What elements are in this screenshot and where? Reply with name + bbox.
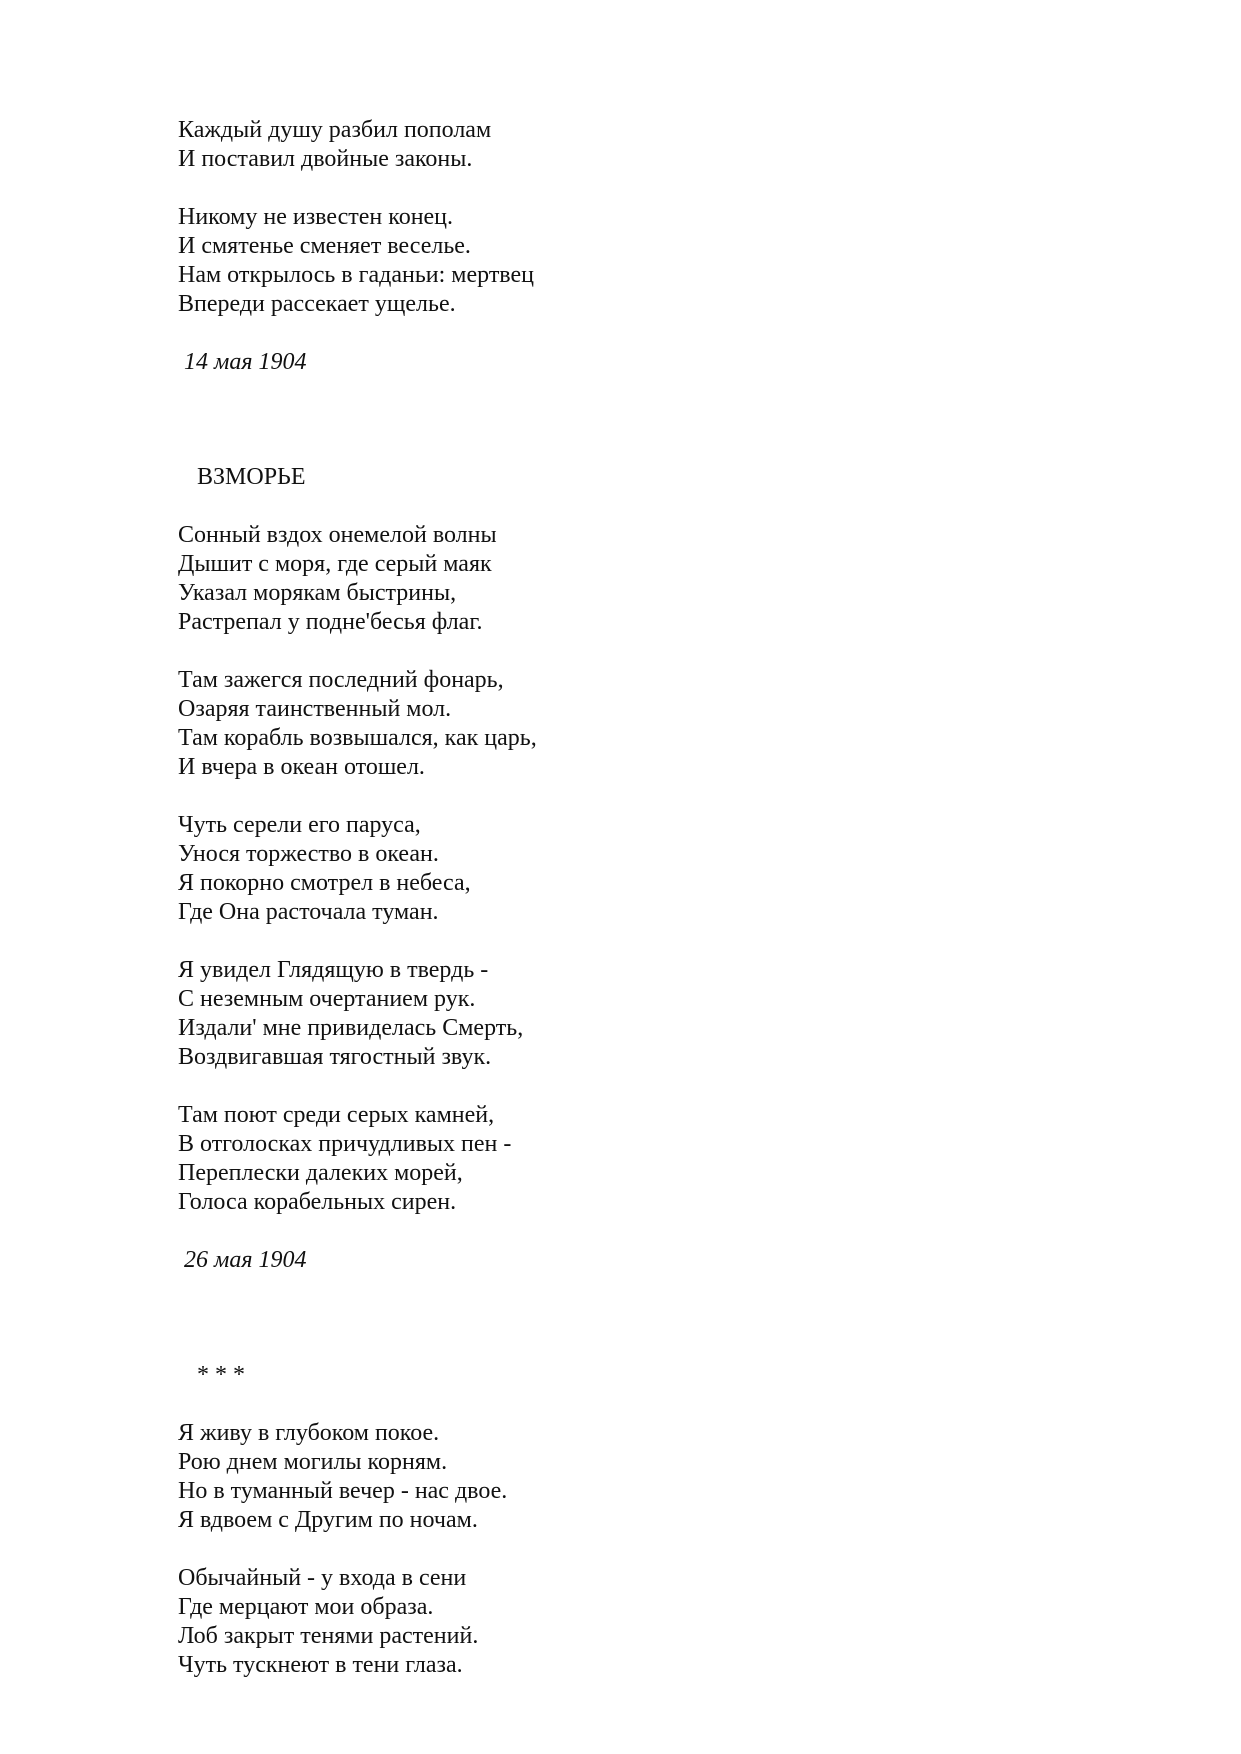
- stanza: [178, 956, 1078, 1072]
- poem-date: 26 мая 1904: [184, 1247, 307, 1273]
- verse-line: Там корабль возвышался, как царь,: [178, 725, 537, 751]
- stanza: [178, 666, 1078, 782]
- verse-line: Лоб закрыт тенями растений.: [178, 1623, 479, 1649]
- stanza: [178, 1419, 1078, 1535]
- verse-line: Каждый душу разбил пополам: [178, 117, 492, 143]
- verse-line: Нам открылось в гаданьи: мертвец: [178, 262, 534, 288]
- verse-line: Сонный вздох онемелой волны: [178, 522, 497, 548]
- spacer: [178, 377, 1078, 463]
- verse-line: Но в туманный вечер - нас двое.: [178, 1478, 508, 1504]
- poem-content: [178, 116, 1078, 1709]
- verse-line: И поставил двойные законы.: [178, 146, 473, 172]
- poem-date: 14 мая 1904: [184, 349, 307, 375]
- verse-line: Переплески далеких морей,: [178, 1160, 463, 1186]
- stanza: [178, 1564, 1078, 1680]
- verse-line: Я увидел Глядящую в твердь -: [178, 957, 489, 983]
- verse-line: Унося торжество в океан.: [178, 841, 439, 867]
- stanza: [178, 203, 1078, 319]
- verse-line: Где мерцают мои образа.: [178, 1594, 434, 1620]
- spacer: [178, 1275, 1078, 1361]
- verse-line: Никому не известен конец.: [178, 204, 454, 230]
- verse-line: Чуть серели его паруса,: [178, 812, 421, 838]
- verse-line: Я живу в глубоком покое.: [178, 1420, 440, 1446]
- verse-line: И вчера в океан отошел.: [178, 754, 425, 780]
- spacer: [178, 492, 1078, 521]
- verse-line: Воздвигавшая тягостный звук.: [178, 1044, 492, 1070]
- poem-title: * * *: [197, 1362, 245, 1388]
- verse-line: В отголосках причудливых пен -: [178, 1131, 512, 1157]
- stanza: [178, 811, 1078, 927]
- stanza: [178, 521, 1078, 637]
- verse-line: Дышит с моря, где серый маяк: [178, 551, 492, 577]
- verse-line: Там поют среди серых камней,: [178, 1102, 495, 1128]
- verse-line: Впереди рассекает ущелье.: [178, 291, 456, 317]
- verse-line: Я покорно смотрел в небеса,: [178, 870, 471, 896]
- verse-line: Указал морякам быстрины,: [178, 580, 457, 606]
- verse-line: Растрепал у подне'бесья флаг.: [178, 609, 483, 635]
- verse-line: Я вдвоем с Другим по ночам.: [178, 1507, 478, 1533]
- spacer: [178, 1390, 1078, 1419]
- verse-line: Рою днем могилы корням.: [178, 1449, 448, 1475]
- verse-line: Где Она расточала туман.: [178, 899, 439, 925]
- verse-line: Чуть тускнеют в тени глаза.: [178, 1652, 463, 1678]
- verse-line: Обычайный - у входа в сени: [178, 1565, 467, 1591]
- verse-line: Издали' мне привиделась Смерть,: [178, 1015, 524, 1041]
- poem-title: ВЗМОРЬЕ: [197, 464, 306, 490]
- verse-line: И смятенье сменяет веселье.: [178, 233, 471, 259]
- verse-line: Голоса корабельных сирен.: [178, 1189, 457, 1215]
- verse-line: С неземным очертанием рук.: [178, 986, 476, 1012]
- verse-line: Озаряя таинственный мол.: [178, 696, 452, 722]
- verse-line: Там зажегся последний фонарь,: [178, 667, 504, 693]
- stanza: [178, 116, 1078, 174]
- stanza: [178, 1101, 1078, 1217]
